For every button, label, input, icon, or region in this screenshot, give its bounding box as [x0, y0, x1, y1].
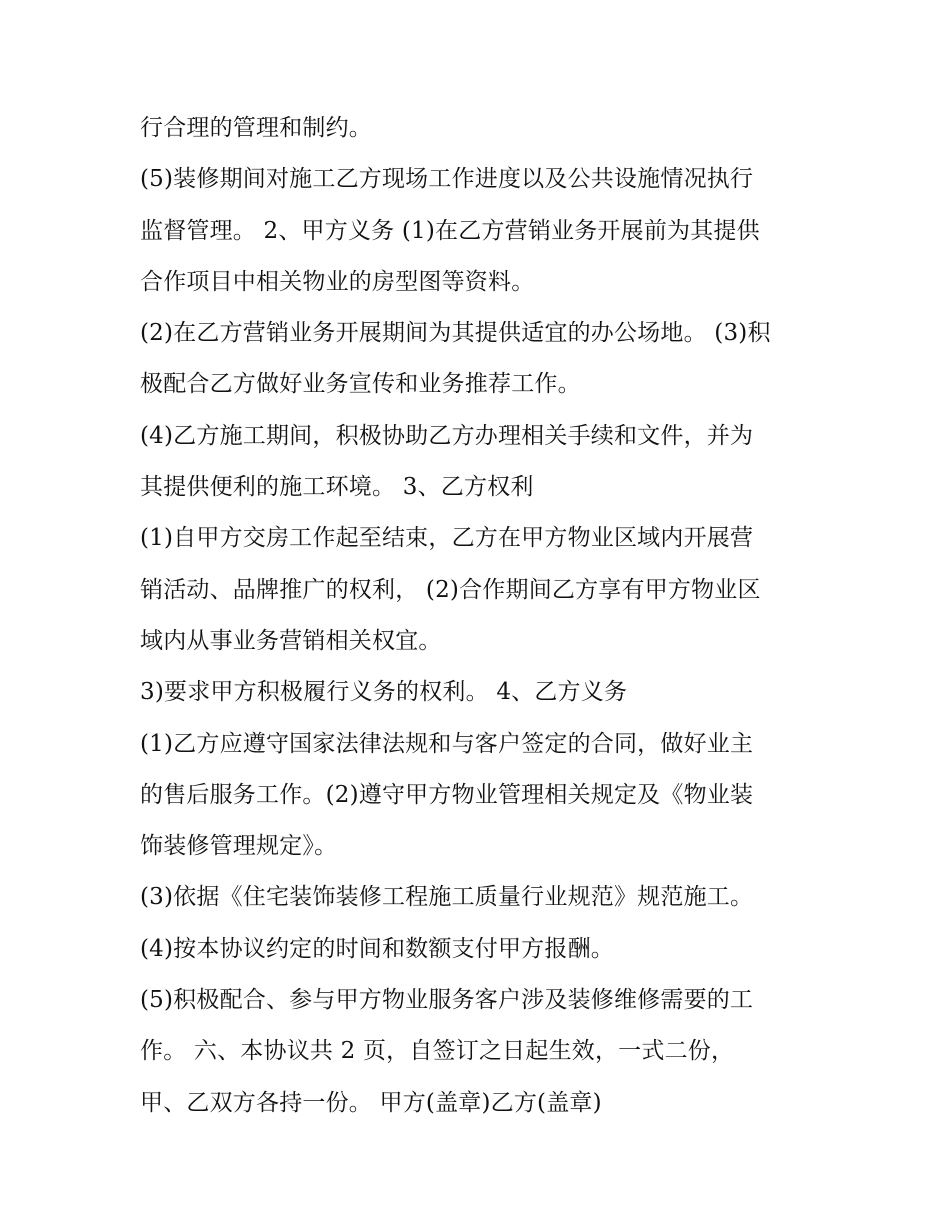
text-line: (4)按本协议约定的时间和数额支付甲方报酬。: [140, 935, 614, 962]
text-line: 饰装修管理规定》。: [140, 833, 338, 860]
text-line: 甲、乙双方各持一份。 甲方(盖章)乙方(盖章): [140, 1089, 602, 1116]
text-line: 行合理的管理和制约。: [140, 115, 372, 141]
body-text: [140, 103, 820, 1129]
text-line: 监督管理。 2、甲方义务 (1)在乙方营销业务开展前为其提供: [140, 217, 760, 244]
text-line: (2)在乙方营销业务开展期间为其提供适宜的办公场地。 (3)积: [140, 320, 771, 347]
text-line: (5)装修期间对施工乙方现场工作进度以及公共设施情况执行: [140, 166, 754, 193]
text-line: 域内从事业务营销相关权宜。: [140, 627, 442, 654]
text-line: 作。 六、本协议共 2 页，自签订之日起生效，一式二份，: [140, 1038, 735, 1065]
text-line: (1)自甲方交房工作起至结束，乙方在甲方物业区域内开展营: [140, 525, 754, 552]
text-line: 其提供便利的施工环境。 3、乙方权利: [140, 474, 534, 501]
text-line: 极配合乙方做好业务宣传和业务推荐工作。: [140, 371, 581, 398]
text-line: (5)积极配合、参与甲方物业服务客户涉及装修维修需要的工: [140, 987, 754, 1014]
text-line: 合作项目中相关物业的房型图等资料。: [140, 268, 535, 295]
text-line: 销活动、品牌推广的权利， (2)合作期间乙方享有甲方物业区: [140, 576, 761, 603]
text-line: (1)乙方应遵守国家法律法规和与客户签定的合同，做好业主: [140, 730, 754, 757]
text-line: (3)依据《住宅装饰装修工程施工质量行业规范》规范施工。: [140, 884, 754, 911]
text-line: (4)乙方施工期间，积极协助乙方办理相关手续和文件，并为: [140, 422, 754, 449]
text-line: 的售后服务工作。(2)遵守甲方物业管理相关规定及《物业装: [140, 781, 754, 808]
text-line: 3)要求甲方积极履行义务的权利。 4、乙方义务: [140, 679, 628, 706]
